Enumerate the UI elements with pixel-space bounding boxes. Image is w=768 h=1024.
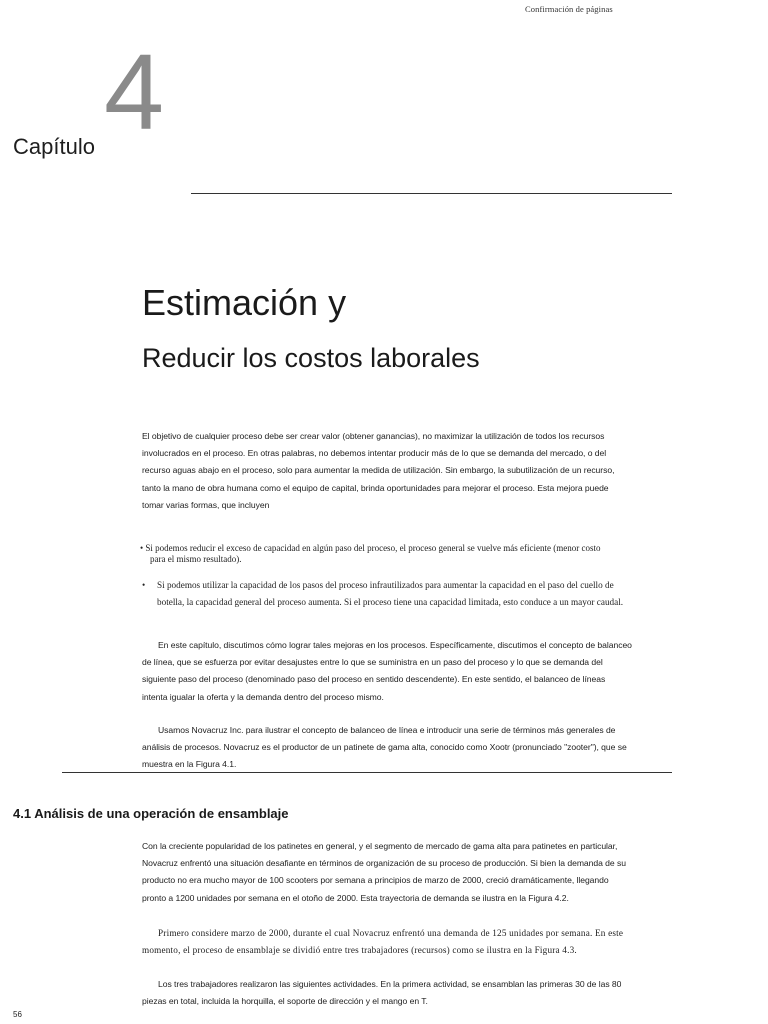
section-paragraph-1: Con la creciente popularidad de los patinetes en general, y el segmento de mercado de gama alta para patinetes en particular, Novacruz enfrentó una situación desafiante en términos de organización de su proceso de producción. Si bien la demanda de su producto no era mucho mayor de 100 scooters por semana a principios de marzo de 2000, creció dramáticamente, llegando pronto a 1200 unidades por semana en el otoño de 2000. Esta trayectoria de demanda se ilustra en la Figura 4.2. <box>142 841 626 903</box>
section-paragraph-3: Los tres trabajadores realizaron las siguientes actividades. En la primera actividad, se ensamblan las primeras 30 de las 80 piezas en total, incluida la horquilla, el soporte de dirección y el mango en T. <box>142 979 622 1007</box>
page-number: 56 <box>13 1010 22 1019</box>
bullet-text-line1: Si podemos reducir el exceso de capacidad en algún paso del proceso, el proceso general se vuelve más eficiente (menor costo <box>145 543 601 553</box>
paragraph-3: Usamos Novacruz Inc. para ilustrar el concepto de balanceo de línea e introducir una serie de términos más generales de análisis de procesos. Novacruz es el productor de un patinete de gama alta, conocido como Xootr (pronunciado "zooter"), que se muestra en la Figura 4.1. <box>142 725 627 770</box>
bullet-marker: • <box>142 580 146 590</box>
chapter-title-line1: Estimación y <box>142 282 347 323</box>
section-divider <box>62 772 672 773</box>
section-heading: 4.1 Análisis de una operación de ensamblaje <box>13 806 289 821</box>
bullet-item-2 <box>142 577 632 611</box>
chapter-label: Capítulo <box>13 134 95 159</box>
section-paragraph-2: Primero considere marzo de 2000, durante el cual Novacruz enfrentó una demanda de 125 unidades por semana. En este momento, el proceso de ensamblaje se dividió entre tres trabajadores (recursos) como se ilustra en la Figura 4.3. <box>142 928 624 956</box>
chapter-divider <box>191 193 672 194</box>
intro-paragraph: El objetivo de cualquier proceso debe ser crear valor (obtener ganancias), no maximizar la utilización de todos los recursos involucrados en el proceso. En otras palabras, no debemos intentar producir más de lo que se demanda del mercado, o del recurso aguas abajo en el proceso, solo para aumentar la medida de utilización. Sin embargo, la subutilización de un recurso, tanto la mano de obra humana como el equipo de capital, brinda oportunidades para mejorar el proceso. Esta mejora puede tomar varias formas, que incluyen <box>142 431 615 510</box>
bullet-text-line2: para el mismo resultado). <box>150 553 242 564</box>
chapter-title-line2: Reducir los costos laborales <box>142 343 480 373</box>
page-header-note: Confirmación de páginas <box>525 4 613 14</box>
chapter-number: 4 <box>104 31 165 152</box>
bullet-item-1 <box>140 543 632 564</box>
bullet-text: Si podemos utilizar la capacidad de los pasos del proceso infrautilizados para aumentar la capacidad en el paso del cuello de botella, la capacidad general del proceso aumenta. Si el proceso tiene una capacidad limitada, esto conduce a un mayor caudal. <box>157 580 624 608</box>
bullet-marker: • <box>140 543 144 553</box>
paragraph-2: En este capítulo, discutimos cómo lograr tales mejoras en los procesos. Específicamente, discutimos el concepto de balanceo de línea, que se esfuerza por evitar desajustes entre lo que se suministra en un paso del proceso y lo que se demanda del siguiente paso del proceso (denominado paso del proceso en sentido descendente). En este sentido, el balanceo de líneas intenta igualar la oferta y la demanda dentro del proceso mismo. <box>142 640 632 702</box>
